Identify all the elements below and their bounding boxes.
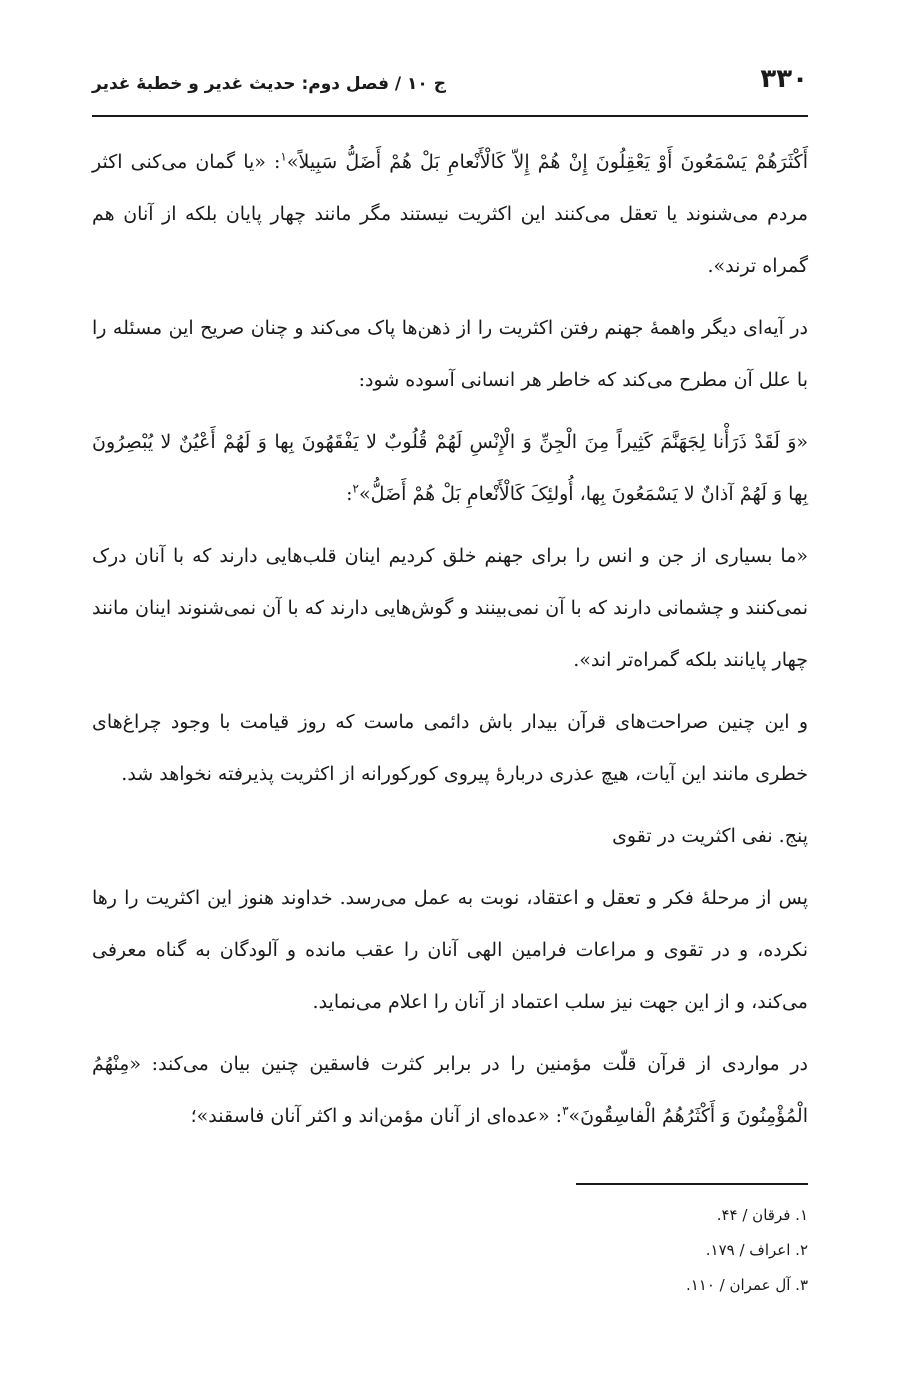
page-header	[92, 58, 808, 104]
translation: : «عده‌ای از آنان مؤمن‌اند و اکثر آنان فاسقند»؛	[190, 1105, 563, 1127]
footnote-3: ۳. آل عمران / ۱۱۰.	[685, 1276, 808, 1294]
quran-verse: أَکْثَرَهُمْ یَسْمَعُونَ أَوْ یَعْقِلُونَ إِنْ هُمْ إِلاّ کَالْأَنْعامِ بَلْ هُمْ أَضَلُّ سَبِیلاً»	[286, 151, 809, 173]
colon: :	[346, 483, 353, 505]
paragraph-3	[92, 416, 808, 520]
translation: : «یا گمان می‌کنی اکثر مردم می‌شنوند یا تعقل می‌کنند این اکثریت نیستند مگر مانند چهار پایان بلکه از آنان هم گمراه ترند».	[92, 151, 808, 277]
footnote-separator	[576, 1183, 808, 1185]
paragraph-5: و این چنین صراحت‌های قرآن بیدار باش دائمی ماست که روز قیامت با وجود چراغ‌های خطری مانند این آیات، هیچ عذری دربارهٔ پیروی کورکورانه از اکثریت پذیرفته نخواهد شد.	[92, 711, 808, 785]
quran-verse: «وَ لَقَدْ ذَرَأْنا لِجَهَنَّمَ کَثِیراً مِنَ الْجِنِّ وَ الْإِنْسِ لَهُمْ قُلُوبٌ لا یَفْقَهُونَ بِها وَ لَهُمْ أَعْیُنٌ لا یُبْصِرُونَ بِها وَ لَهُمْ آذانٌ لا یَسْمَعُونَ بِها، أُولئِکَ کَالْأَنْعامِ بَلْ هُمْ أَضَلُّ»	[92, 431, 808, 505]
footnote-ref: ۱	[280, 149, 287, 164]
page-number: ۳۳۰	[760, 64, 808, 94]
paragraph-2: در آیه‌ای دیگر واهمهٔ جهنم رفتن اکثریت را از ذهن‌ها پاک می‌کند و چنان صریح این مسئله را با علل آن مطرح می‌کند که خاطر هر انسانی آسوده شود:	[92, 317, 808, 391]
section-heading: پنج. نفی اکثریت در تقوی	[612, 825, 808, 847]
running-title: ج ۱۰ / فصل دوم: حدیث غدیر و خطبهٔ غدیر	[92, 74, 446, 94]
footnote-ref: ۳	[562, 1103, 569, 1118]
paragraph-4: «ما بسیاری از جن و انس را برای جهنم خلق کردیم اینان قلب‌هایی دارند که با آنان درک نمی‌کنند و چشمانی دارند که با آن نمی‌بینند و گوش‌هایی دارند که با آن نمی‌شنوند اینان مانند چهار پایانند بلکه گمراه‌تر اند».	[92, 545, 808, 671]
paragraph-7	[92, 1038, 808, 1142]
footnotes	[408, 1198, 808, 1303]
page	[92, 58, 809, 1127]
paragraph-1	[92, 136, 808, 292]
footnote-ref: ۲	[352, 481, 359, 496]
intro-text: در مواردی از قرآن قلّت مؤمنین را در برابر کثرت فاسقین چنین بیان می‌کند:	[151, 1053, 808, 1075]
header-rule	[92, 115, 808, 117]
footnote-2: ۲. اعراف / ۱۷۹.	[705, 1241, 808, 1259]
footnote-1: ۱. فرقان / ۴۴.	[716, 1206, 808, 1224]
main-text	[92, 136, 808, 1152]
paragraph-6: پس از مرحلهٔ فکر و تعقل و اعتقاد، نوبت به عمل می‌رسد. خداوند هنوز این اکثریت را رها نکرده، و در تقوی و مراعات فرامین الهی آنان را عقب مانده و آلودگان به گناه معرفی می‌کند، و از این جهت نیز سلب اعتماد از آنان را اعلام می‌نماید.	[92, 887, 808, 1013]
quran-verse: «مِنْهُمُ الْمُؤْمِنُونَ وَ أَکْثَرُهُمُ الْفاسِقُونَ»	[92, 1053, 808, 1127]
